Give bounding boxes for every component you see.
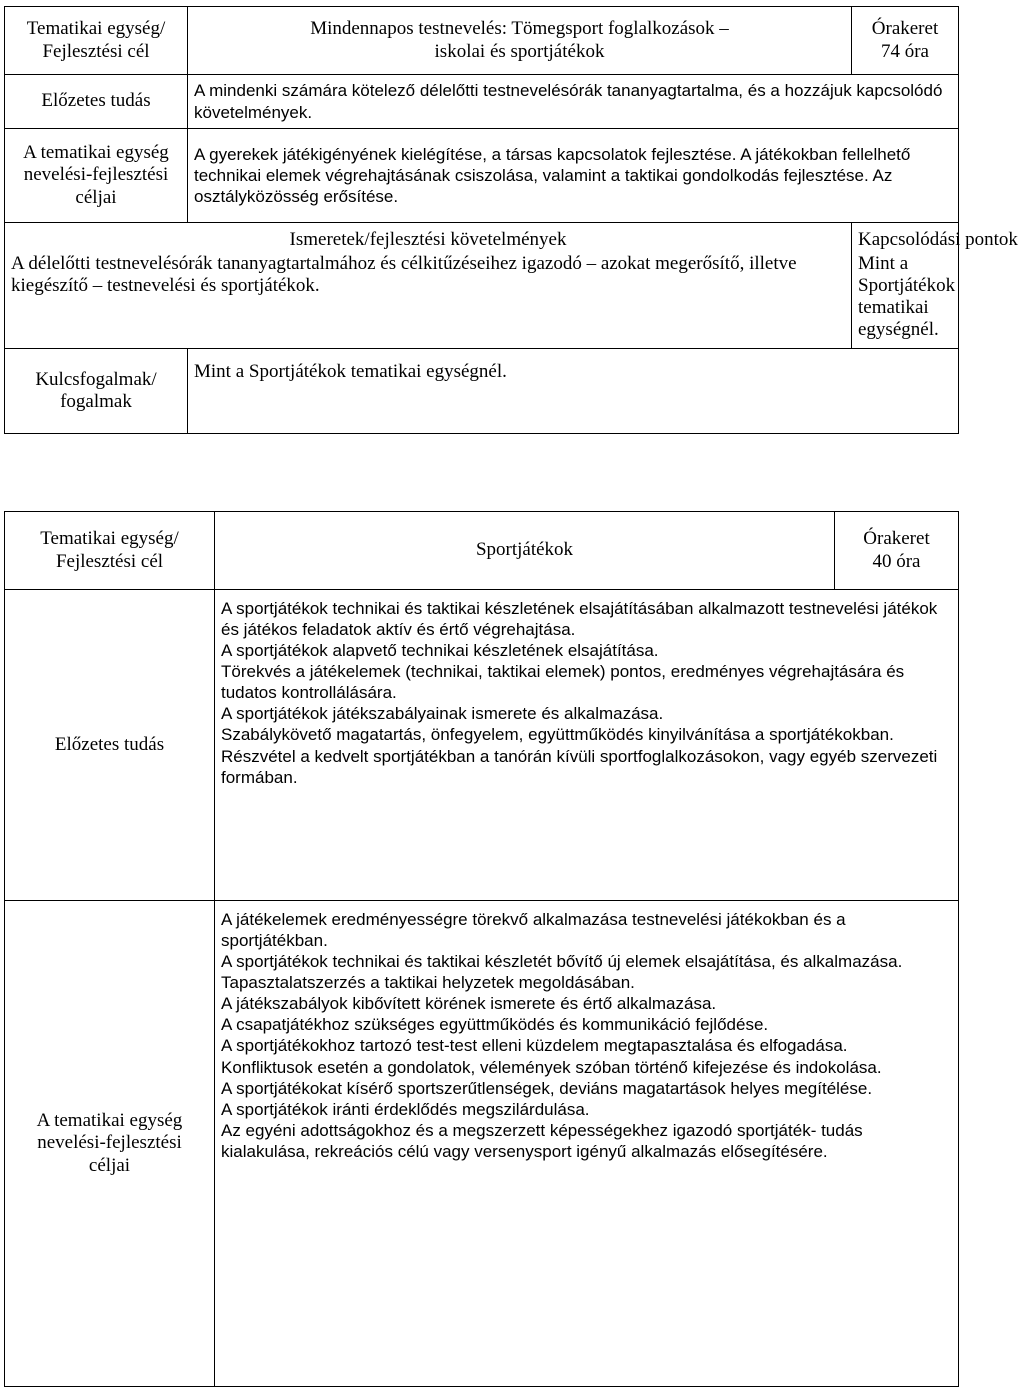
keywords-label-cell	[5, 349, 188, 434]
goal-item: A játékszabályok kibővített körének ismerete és értő alkalmazása.	[221, 994, 717, 1014]
requirements-text: A délelőtti testnevelésórák tananyagtartalmához és célkitűzéseihez igazodó – azokat megerősítő, illetve kiegészítő – testnevelési és sportjátékok.	[11, 253, 797, 297]
prior-label-cell	[5, 590, 215, 901]
prior-label: Előzetes tudás	[41, 90, 151, 112]
goals-text-cell	[188, 129, 959, 223]
keywords-text-cell	[188, 349, 959, 434]
prior-items-cell	[215, 590, 959, 901]
unit-title-line: Mindennapos testnevelés: Tömegsport foglalkozások –	[310, 18, 729, 40]
goals-label-line: nevelési-fejlesztési	[37, 1132, 182, 1154]
links-cell	[852, 223, 1018, 349]
unit-label-cell	[5, 7, 188, 75]
prior-item: A sportjátékok alapvető technikai készletének elsajátítása.	[221, 641, 659, 661]
goal-item: A sportjátékokhoz tartozó test-test elleni küzdelem megtapasztalása és elfogadása.	[221, 1036, 848, 1056]
links-header: Kapcsolódási pontok	[858, 229, 1018, 250]
unit-label-line: Tematikai egység/	[40, 528, 179, 550]
prior-label-cell	[5, 75, 188, 129]
goal-item: A játékelemek eredményességre törekvő alkalmazása testnevelési játékokban és a sportjátékban.	[221, 910, 846, 951]
goals-items-cell	[215, 901, 959, 1387]
goal-item: A sportjátékokat kísérő sportszerűtlenségek, deviáns magatartások helyes megítélése.	[221, 1078, 873, 1098]
hours-value: 74 óra	[880, 40, 929, 62]
goals-label-cell	[5, 901, 215, 1387]
goals-text: A gyerekek játékigényének kielégítése, a társas kapcsolatok fejlesztése. A játékokban fellelhető technikai elemek végrehajtásának csiszolása, valamint a taktikai gondolkodás fejlesztése. Az osztályközösség erősítése.	[194, 144, 911, 207]
goal-item: A sportjátékok technikai és taktikai készletét bővítő új elemek elsajátítása, és alkalmazása.	[221, 952, 903, 972]
requirements-header: Ismeretek/fejlesztési követelmények	[289, 229, 567, 250]
goals-label-line: céljai	[88, 1154, 131, 1176]
hours-cell	[852, 7, 959, 75]
prior-item: Törekvés a játékelemek (technikai, taktikai elemek) pontos, eredményes végrehajtására és tudatos kontrollálására.	[221, 662, 905, 703]
prior-item: A sportjátékok játékszabályainak ismerete és alkalmazása.	[221, 704, 664, 724]
requirements-cell	[5, 223, 852, 349]
prior-label: Előzetes tudás	[54, 733, 165, 755]
hours-value: 40 óra	[872, 550, 921, 572]
hours-label: Órakeret	[863, 528, 930, 550]
goal-item: Az egyéni adottságokhoz és a megszerzett képességekhez igazodó sportjáték- tudás kialakulása, rekreációs célú vagy versenysport igényű alkalmazás elősegítésére.	[221, 1120, 863, 1161]
curriculum-table-tomegsport	[4, 6, 1018, 434]
goals-label-line: nevelési-fejlesztési	[23, 164, 169, 186]
hours-label: Órakeret	[871, 18, 939, 40]
unit-title-cell	[188, 7, 852, 75]
prior-item: Szabálykövető magatartás, önfegyelem, együttműködés kinyilvánítása a sportjátékokban.	[221, 725, 894, 745]
curriculum-table-sportjatekok	[4, 511, 959, 1387]
goal-item: Konfliktusok esetén a gondolatok, vélemények szóban történő kifejezése és indokolása.	[221, 1057, 882, 1077]
keywords-label-line: Kulcsfogalmak/	[35, 368, 157, 390]
goals-label-line: céljai	[75, 186, 117, 208]
goal-item: A csapatjátékhoz szükséges együttműködés és kommunikáció fejlődése.	[221, 1015, 769, 1035]
unit-title: Sportjátékok	[475, 539, 574, 561]
keywords-text: Mint a Sportjátékok tematikai egységnél.	[194, 361, 507, 382]
unit-label-line: Fejlesztési cél	[55, 550, 164, 572]
goal-item: Tapasztalatszerzés a taktikai helyzetek megoldásában.	[221, 973, 635, 993]
unit-label-line: Tematikai egység/	[26, 18, 166, 40]
prior-item: Részvétel a kedvelt sportjátékban a tanórán kívüli sportfoglalkozásokon, vagy egyéb szervezeti formában.	[221, 746, 938, 787]
unit-label-line: Fejlesztési cél	[42, 40, 150, 62]
prior-text-cell	[188, 75, 959, 129]
goals-label-cell	[5, 129, 188, 223]
goal-item: A sportjátékok iránti érdeklődés megszilárdulása.	[221, 1099, 590, 1119]
goals-label-line: A tematikai egység	[36, 1110, 183, 1132]
unit-title-cell	[215, 512, 835, 590]
prior-text: A mindenki számára kötelező délelőtti testnevelésórák tananyagtartalma, és a hozzájuk kapcsolódó követelmények.	[194, 81, 943, 122]
goals-label-line: A tematikai egység	[23, 142, 169, 164]
hours-cell	[835, 512, 959, 590]
prior-item: A sportjátékok technikai és taktikai készletének elsajátításában alkalmazott testnevelési játékok és játékos feladatok aktív és értő végrehajtása.	[221, 599, 938, 640]
keywords-label-line: fogalmak	[60, 391, 132, 412]
unit-title-line: iskolai és sportjátékok	[434, 40, 605, 62]
links-text: Mint a Sportjátékok tematikai egységnél.	[858, 253, 956, 341]
unit-label-cell	[5, 512, 215, 590]
